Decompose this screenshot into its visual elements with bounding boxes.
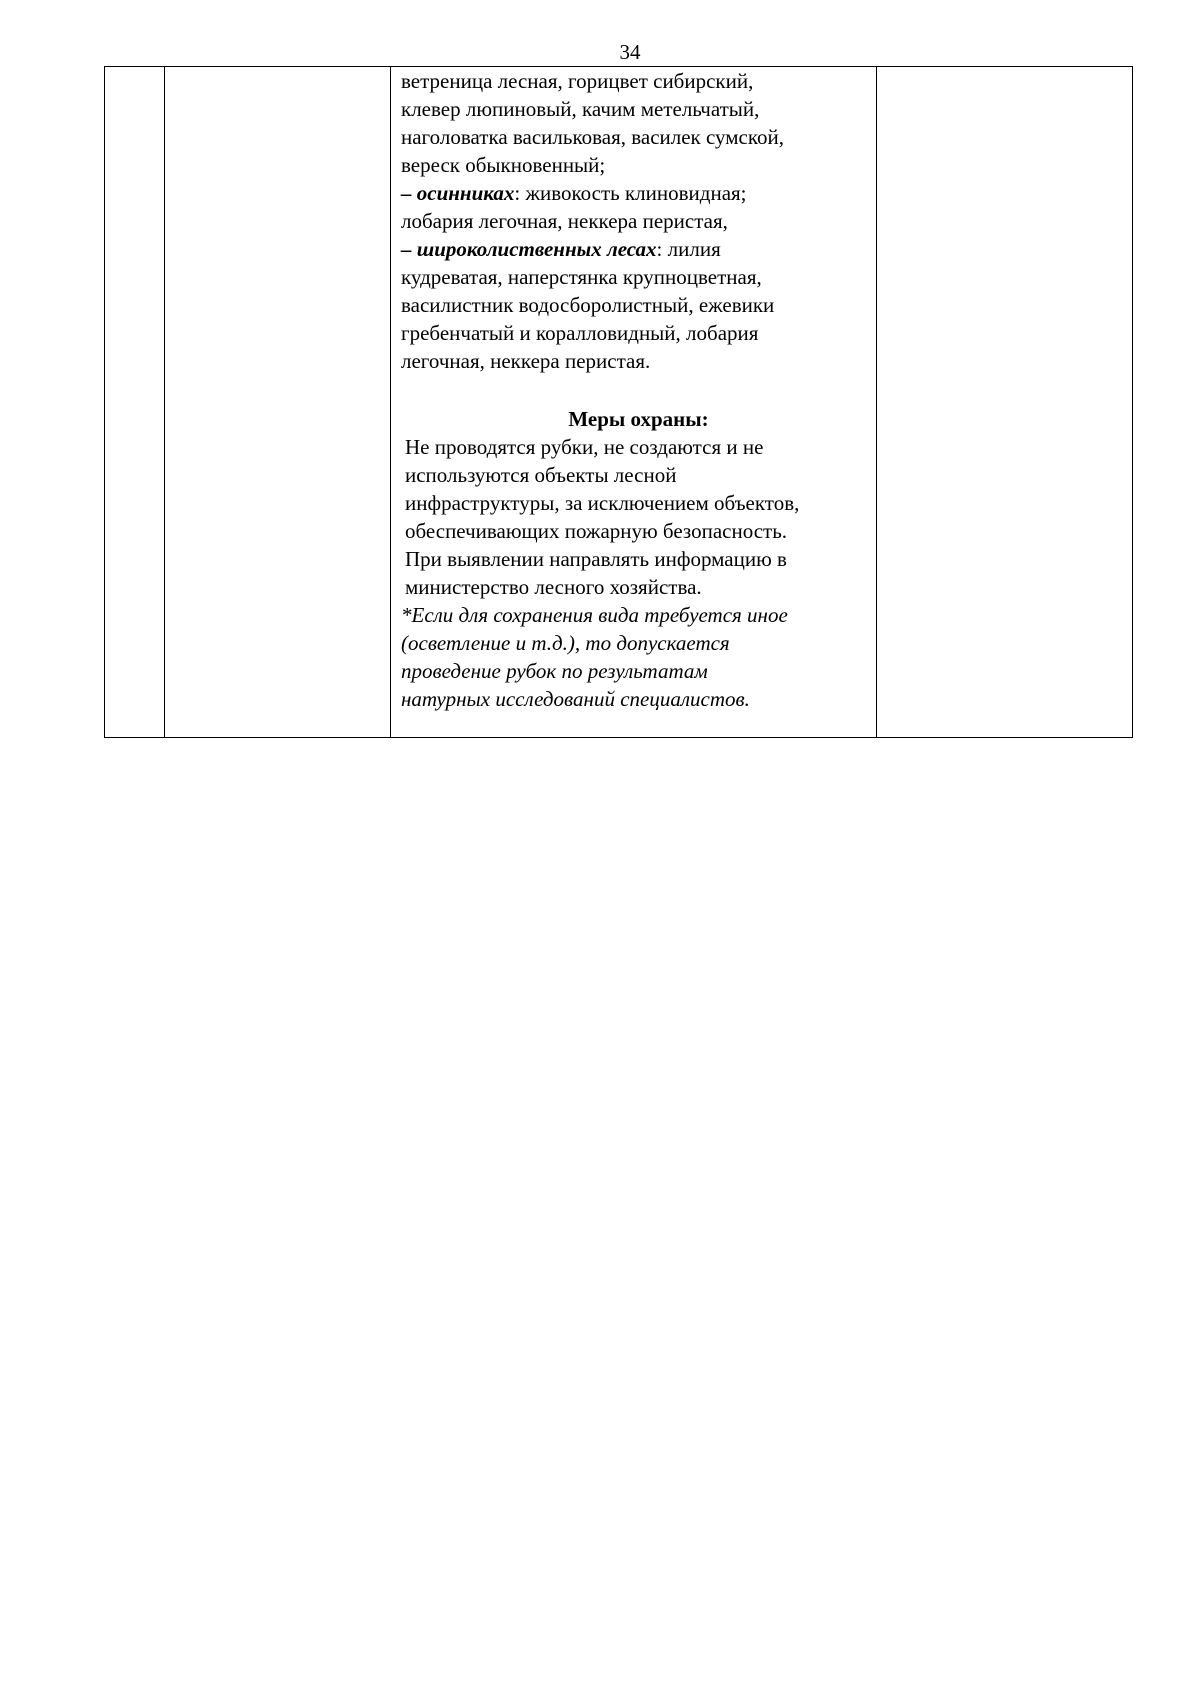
- note-line: *Если для сохранения вида требуется иное: [401, 603, 788, 627]
- text-line: наголоватка васильковая, василек сумской,: [401, 125, 785, 149]
- text-line: гребенчатый и коралловидный, лобария: [401, 321, 759, 345]
- text-line: василистник водосборолистный, ежевики: [401, 293, 775, 317]
- text-line: кудреватая, наперстянка крупноцветная,: [401, 265, 762, 289]
- text-line: вереск обыкновенный;: [401, 153, 606, 177]
- page-number: 34: [619, 40, 641, 64]
- text-line: министерство лесного хозяйства.: [405, 575, 702, 599]
- table-cell-name: [165, 67, 391, 738]
- text-line: лобария легочная, неккера перистая,: [401, 209, 728, 233]
- broadleaf-text: : лилия: [656, 237, 721, 261]
- note-line: (осветление и т.д.), то допускается: [401, 631, 730, 655]
- table-row: [105, 67, 1133, 738]
- description-text: [391, 67, 876, 713]
- text-line: легочная, неккера перистая.: [401, 349, 651, 373]
- aspen-line: [401, 179, 876, 207]
- text-line: клевер люпиновый, качим метельчатый,: [401, 97, 760, 121]
- text-line: инфраструктуры, за исключением объектов,: [405, 491, 800, 515]
- spacer: [401, 375, 876, 405]
- table-cell-notes: [877, 67, 1133, 738]
- document-table: [104, 66, 1133, 738]
- text-line: используются объекты лесной: [405, 463, 677, 487]
- table-cell-number: [105, 67, 165, 738]
- note-line: натурных исследований специалистов.: [401, 687, 750, 711]
- note-line: проведение рубок по результатам: [401, 659, 708, 683]
- text-line: Не проводятся рубки, не создаются и не: [405, 435, 764, 459]
- aspen-label: – осинниках: [401, 181, 515, 205]
- measures-heading: Меры охраны:: [568, 407, 709, 431]
- text-line: При выявлении направлять информацию в: [405, 547, 787, 571]
- aspen-text: : живокость клиновидная;: [514, 181, 747, 205]
- text-line: обеспечивающих пожарную безопасность.: [405, 519, 788, 543]
- broadleaf-label: – широколиственных лесах: [401, 237, 657, 261]
- text-line: ветреница лесная, горицвет сибирский,: [401, 69, 754, 93]
- broadleaf-line: [401, 235, 876, 263]
- table-cell-description: [391, 67, 877, 738]
